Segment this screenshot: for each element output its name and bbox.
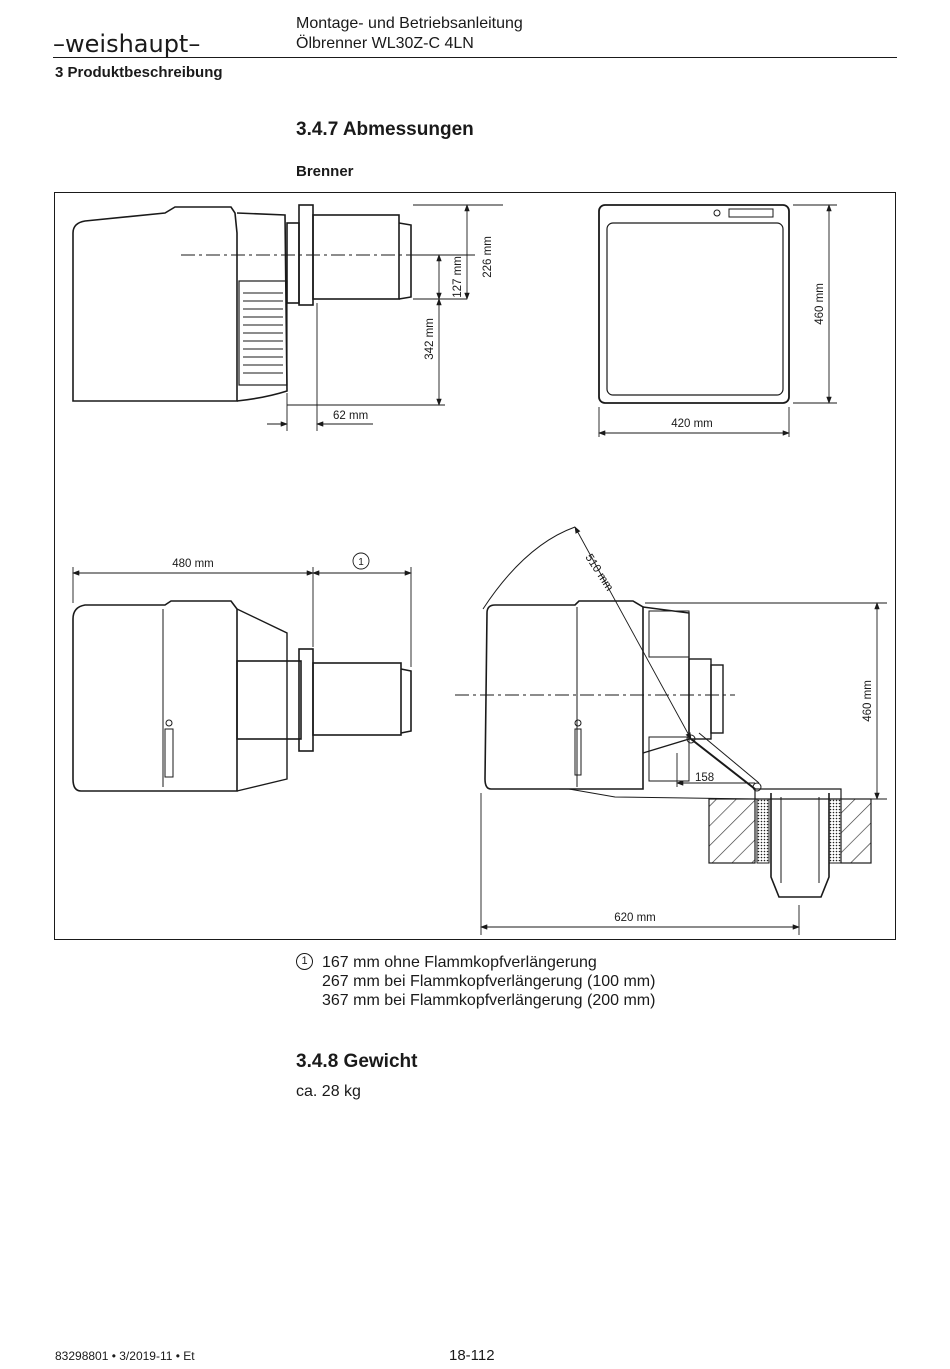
heading-weight: 3.4.8 Gewicht bbox=[296, 1051, 418, 1072]
footer-page-number: 18-112 bbox=[449, 1347, 495, 1364]
dim-510: 510 mm bbox=[582, 552, 616, 594]
heading-dimensions: 3.4.7 Abmessungen bbox=[296, 119, 474, 140]
dim-460-side: 460 mm bbox=[862, 680, 874, 722]
footnote-marker: 1 bbox=[296, 953, 313, 970]
dim-226: 226 mm bbox=[482, 236, 494, 278]
swing-view bbox=[483, 527, 871, 897]
subheading-brenner: Brenner bbox=[296, 163, 354, 180]
dim-62: 62 mm bbox=[333, 410, 369, 422]
dim-480: 480 mm bbox=[172, 558, 214, 570]
dim-127: 127 mm bbox=[452, 256, 464, 298]
dimension-drawing bbox=[55, 193, 897, 941]
front-view bbox=[599, 205, 789, 403]
side-view-bottom bbox=[73, 601, 411, 791]
dim-620: 620 mm bbox=[614, 912, 656, 924]
footnote-line-3: 367 mm bei Flammkopfverlängerung (200 mm) bbox=[322, 992, 656, 1009]
footnote-line-1: 167 mm ohne Flammkopfverlängerung bbox=[322, 954, 597, 971]
dim-158: 158 bbox=[695, 772, 715, 784]
section-title: 3 Produktbeschreibung bbox=[55, 64, 223, 81]
weight-value: ca. 28 kg bbox=[296, 1083, 361, 1100]
footer-doc-code: 83298801 • 3/2019-11 • Et bbox=[55, 1349, 195, 1363]
header-divider bbox=[53, 57, 897, 58]
dimension-figure bbox=[54, 192, 896, 940]
dim-460-front: 460 mm bbox=[814, 283, 826, 325]
doc-title-line2: Ölbrenner WL30Z-C 4LN bbox=[296, 35, 474, 52]
weishaupt-logo: –weishaupt– bbox=[53, 30, 201, 58]
footnote-line-2: 267 mm bei Flammkopfverlängerung (100 mm) bbox=[322, 973, 656, 990]
dim-342: 342 mm bbox=[424, 318, 436, 360]
side-view-top bbox=[73, 205, 411, 401]
doc-title-line1: Montage- und Betriebsanleitung bbox=[296, 15, 523, 32]
dim-420: 420 mm bbox=[671, 418, 713, 430]
dim-note-marker: 1 bbox=[358, 557, 364, 568]
